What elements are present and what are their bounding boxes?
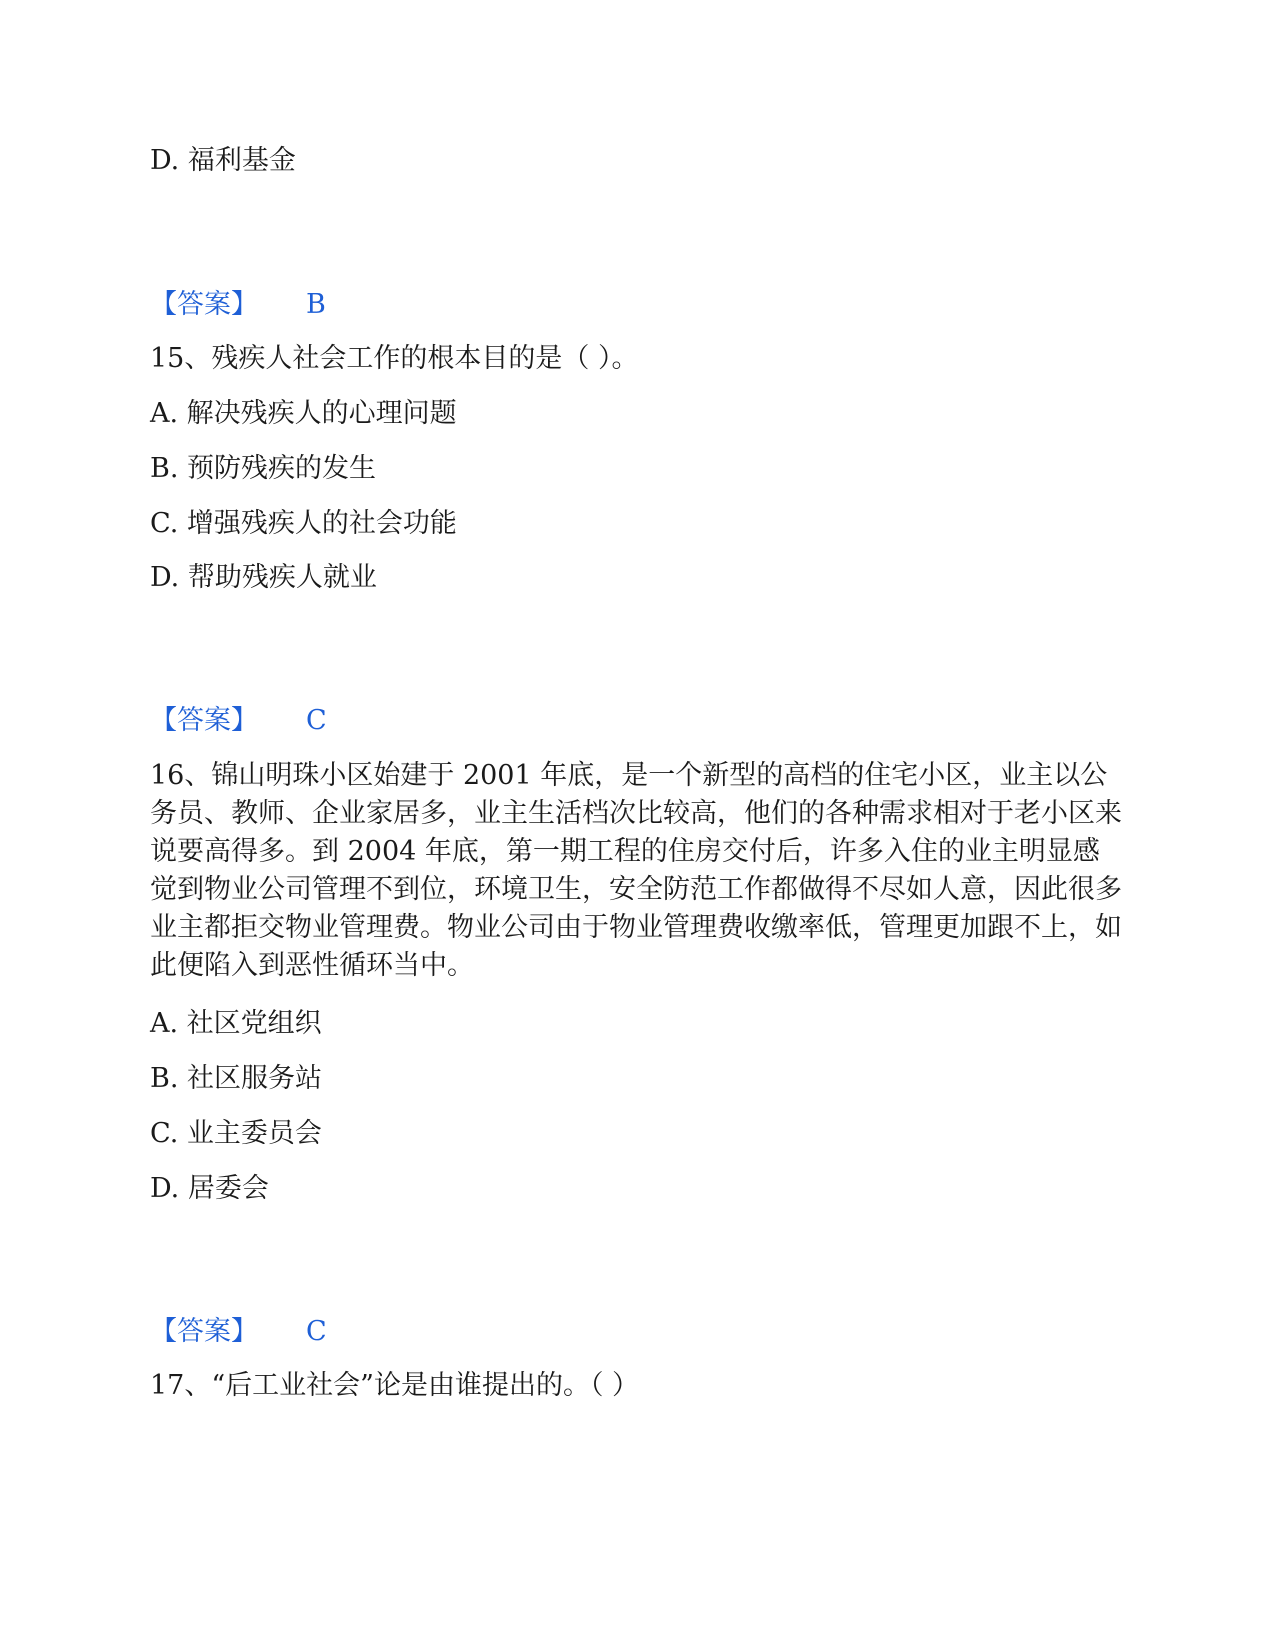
question-15-answer <box>150 702 327 740</box>
answer-value: C <box>306 1316 327 1347</box>
question-16-option-d: D. 居委会 <box>150 1173 269 1204</box>
prev-answer <box>150 286 326 324</box>
prev-option-d: D. 福利基金 <box>150 145 296 176</box>
answer-value: B <box>306 289 326 320</box>
question-16-option-a: A. 社区党组织 <box>150 1008 322 1039</box>
question-16-stem: 16、锦山明珠小区始建于 2001 年底，是一个新型的高档的住宅小区，业主以公务员、教师、企业家居多，业主生活档次比较高，他们的各种需求相对于老小区来说要高得多。到 2004 年底，第一期工程的住房交付后，许多入住的业主明显感觉到物业公司管理不到位，环境卫生，安全防范工作都做得不尽如人意，因此很多业主都拒交物业管理费。物业公司由于物业管理费收缴率低，管理更加跟不上，如此便陷入到恶性循环当中。 <box>150 760 1122 981</box>
question-15-option-c: C. 增强残疾人的社会功能 <box>150 508 457 539</box>
question-17-stem: 17、“后工业社会”论是由谁提出的。（ ） <box>150 1370 640 1401</box>
answer-label: 【答案】 <box>150 1316 258 1347</box>
answer-value: C <box>306 705 327 736</box>
answer-label: 【答案】 <box>150 705 258 736</box>
question-16-answer <box>150 1313 327 1351</box>
question-16-option-c: C. 业主委员会 <box>150 1118 322 1149</box>
question-15-option-b: B. 预防残疾的发生 <box>150 453 377 484</box>
question-15-option-d: D. 帮助残疾人就业 <box>150 562 377 593</box>
question-15-option-a: A. 解决残疾人的心理问题 <box>150 398 457 429</box>
answer-label: 【答案】 <box>150 289 258 320</box>
question-15-stem: 15、残疾人社会工作的根本目的是（ ）。 <box>150 343 639 374</box>
question-16-option-b: B. 社区服务站 <box>150 1063 323 1094</box>
